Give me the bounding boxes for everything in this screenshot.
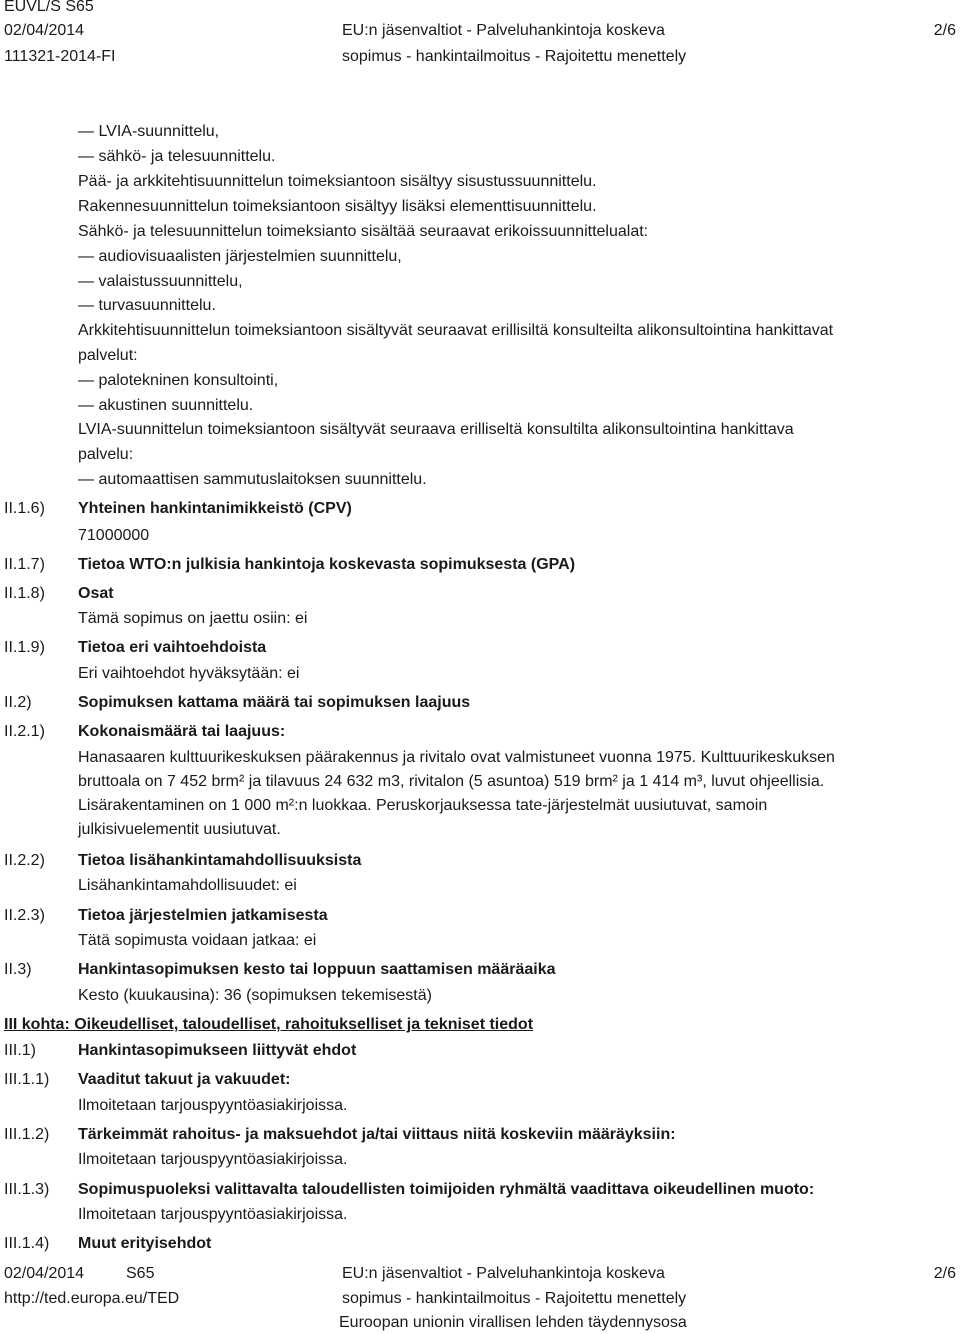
section-number: III.1) — [4, 1042, 37, 1059]
section-text: Kesto (kuukausina): 36 (sopimuksen tekemisestä) — [78, 987, 432, 1004]
paragraph-line: palvelut: — [78, 347, 138, 364]
footer-date: 02/04/2014 — [4, 1265, 85, 1282]
footer-title-line2: sopimus - hankintailmoitus - Rajoitettu menettely — [342, 1290, 687, 1307]
paragraph-line: Arkkitehtisuunnittelun toimeksiantoon sisältyvät seuraavat erillisiltä konsulteilta alikonsultointina hankittavat — [78, 322, 834, 339]
paragraph-line: julkisivuelementit uusiutuvat. — [78, 821, 281, 838]
section-title: Yhteinen hankintanimikkeistö (CPV) — [78, 500, 352, 517]
section-text: Lisähankintamahdollisuudet: ei — [78, 877, 297, 894]
section-text: Eri vaihtoehdot hyväksytään: ei — [78, 665, 300, 682]
paragraph-line: Sähkö- ja telesuunnittelun toimeksianto sisältää seuraavat erikoissuunnittelualat: — [78, 223, 649, 240]
section-number: III.1.2) — [4, 1126, 50, 1143]
section-number: II.2) — [4, 694, 32, 711]
paragraph-line: bruttoala on 7 452 brm² ja tilavuus 24 632 m3, rivitalon (5 asuntoa) 519 brm² ja 1 414 m³, luvut ohjeellisia. — [78, 773, 825, 790]
footer-page-number: 2/6 — [933, 1265, 956, 1282]
header-title-line2: sopimus - hankintailmoitus - Rajoitettu menettely — [342, 48, 687, 65]
list-item: — akustinen suunnittelu. — [78, 396, 253, 416]
list-item: — turvasuunnittelu. — [78, 296, 216, 316]
section-title: Sopimuksen kattama määrä tai sopimuksen laajuus — [78, 694, 471, 711]
list-item: — sähkö- ja telesuunnittelu. — [78, 147, 275, 167]
section-title: Osat — [78, 585, 114, 602]
section-number: II.1.7) — [4, 556, 45, 573]
section-title: Tietoa eri vaihtoehdoista — [78, 639, 267, 656]
section-title: Tärkeimmät rahoitus- ja maksuehdot ja/tai viittaus niitä koskeviin määräyksiin: — [78, 1126, 676, 1143]
section-number: III.1.1) — [4, 1071, 50, 1088]
header-series: EUVL/S S65 — [4, 0, 94, 15]
footer-url[interactable]: http://ted.europa.eu/TED — [4, 1290, 180, 1307]
section-number: III.1.3) — [4, 1181, 50, 1198]
section-text: Tämä sopimus on jaettu osiin: ei — [78, 610, 308, 627]
header-date: 02/04/2014 — [4, 22, 85, 39]
section-title: Tietoa lisähankintamahdollisuuksista — [78, 852, 362, 869]
section-title: Tietoa järjestelmien jatkamisesta — [78, 907, 328, 924]
paragraph-line: LVIA-suunnittelun toimeksiantoon sisältyvät seuraava erilliseltä konsultilta alikonsultointina hankittava — [78, 421, 794, 438]
section-text: Ilmoitetaan tarjouspyyntöasiakirjoissa. — [78, 1206, 348, 1223]
section-number: II.1.8) — [4, 585, 45, 602]
section-text: Ilmoitetaan tarjouspyyntöasiakirjoissa. — [78, 1151, 348, 1168]
list-item: — automaattisen sammutuslaitoksen suunnittelu. — [78, 470, 427, 490]
list-item: — valaistussuunnittelu, — [78, 272, 243, 292]
section-text: 71000000 — [78, 527, 150, 544]
header-page-number: 2/6 — [933, 22, 956, 39]
paragraph-line: Pää- ja arkkitehtisuunnittelun toimeksiantoon sisältyy sisustussuunnittelu. — [78, 173, 597, 190]
section-number: III.1.4) — [4, 1235, 50, 1252]
list-item: — palotekninen konsultointi, — [78, 371, 278, 391]
paragraph-line: palvelu: — [78, 446, 134, 463]
section-number: II.2.1) — [4, 723, 45, 740]
list-item: — LVIA-suunnittelu, — [78, 122, 219, 142]
section-title: Hankintasopimukseen liittyvät ehdot — [78, 1042, 357, 1059]
paragraph-line: Lisärakentaminen on 1 000 m²:n luokkaa. Peruskorjauksessa tate-järjestelmät uusiutuvat, samoin — [78, 797, 768, 814]
header-doc-number: 111321-2014-FI — [4, 48, 116, 65]
paragraph-line: Rakennesuunnittelun toimeksiantoon sisältyy lisäksi elementtisuunnittelu. — [78, 198, 597, 215]
section-number: II.2.2) — [4, 852, 45, 869]
section-number: II.1.6) — [4, 500, 45, 517]
section-title: Kokonaismäärä tai laajuus: — [78, 723, 286, 740]
section-title: Hankintasopimuksen kesto tai loppuun saattamisen määräaika — [78, 961, 556, 978]
section-title: Vaaditut takuut ja vakuudet: — [78, 1071, 291, 1088]
section-number: II.3) — [4, 961, 32, 978]
footer-series: S65 — [126, 1265, 155, 1282]
list-item: — audiovisuaalisten järjestelmien suunnittelu, — [78, 247, 402, 267]
paragraph-line: Hanasaaren kulttuurikeskuksen päärakennus ja rivitalo ovat valmistuneet vuonna 1975. Kulttuurikeskuksen — [78, 749, 835, 766]
section-text: Tätä sopimusta voidaan jatkaa: ei — [78, 932, 317, 949]
section-title: Tietoa WTO:n julkisia hankintoja koskevasta sopimuksesta (GPA) — [78, 556, 576, 573]
header-title-line1: EU:n jäsenvaltiot - Palveluhankintoja koskeva — [342, 22, 665, 39]
footer-title-line3: Euroopan unionin virallisen lehden täydennysosa — [339, 1314, 687, 1331]
section-number: II.2.3) — [4, 907, 45, 924]
part-heading: III kohta: Oikeudelliset, taloudelliset, rahoitukselliset ja tekniset tiedot — [4, 1016, 534, 1033]
footer-title-line1: EU:n jäsenvaltiot - Palveluhankintoja koskeva — [342, 1265, 665, 1282]
section-text: Ilmoitetaan tarjouspyyntöasiakirjoissa. — [78, 1097, 348, 1114]
section-number: II.1.9) — [4, 639, 45, 656]
section-title: Muut erityisehdot — [78, 1235, 212, 1252]
section-title: Sopimuspuoleksi valittavalta taloudellisten toimijoiden ryhmältä vaadittava oikeudellinen muoto: — [78, 1181, 815, 1198]
